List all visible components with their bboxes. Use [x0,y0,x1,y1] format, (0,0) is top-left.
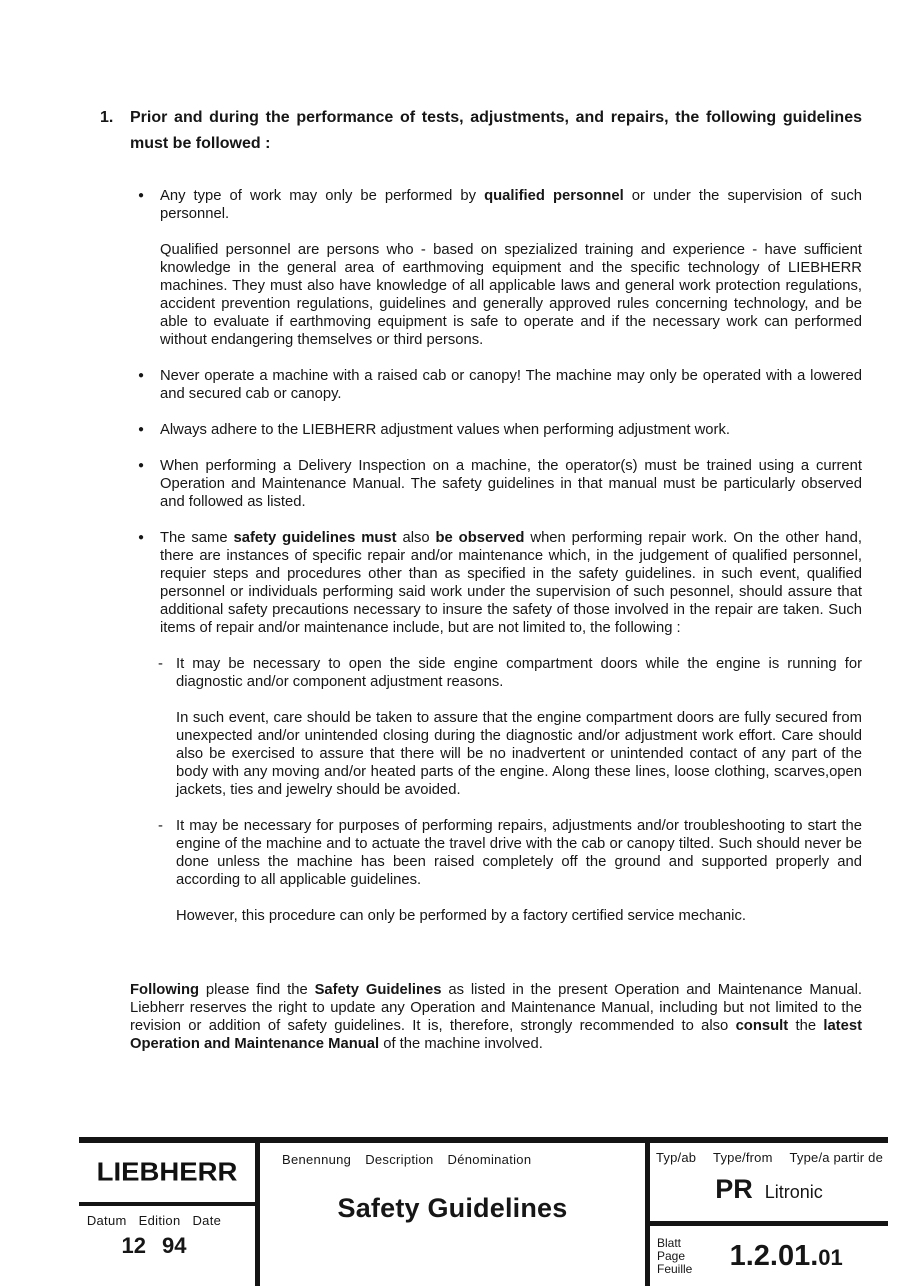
text: Qualified personnel are persons who - based on spezialized training and experience - have sufficient knowledge in the general area of earthmoving equipment and the specific technology of LIEBHERR machines. They must also have knowledge of all applicable laws and general work protection regulations, accident prevention regulations, guidelines and generally approved rules concerning technology, and be able to evaluate if earthmoving equipment is safe to operate and if the necessary work can performed without endangering themselves or third persons. [160,242,862,348]
item-text [176,655,862,691]
text: It may be necessary to open the side engine compartment doors while the engine is running for diagnostic and/or component adjustment reasons. [176,656,862,690]
sheet-number-suffix: 01 [818,1244,843,1270]
item-text [160,187,862,223]
sheet-number-main: 1.2.01. [729,1239,819,1272]
text: or under the supervision of such personnel. [160,188,862,222]
item-text [176,817,862,889]
bullet-item [100,421,862,439]
footer-left-cell [79,1143,255,1286]
machine-series: Litronic [764,1182,823,1202]
machine-type: PR [715,1174,753,1204]
sheet-label [657,1237,692,1276]
bullet-icon: ● [138,424,145,435]
paragraph [160,241,862,349]
sheet-label-word: Feuille [657,1261,693,1276]
section-heading [100,105,862,157]
text: when performing repair work. On the other hand, there are instances of specific repair and/or maintenance which, in the judgement of qualified personnel, requier steps and procedures other than as specified in the safety guidelines. in such event, qualified personnel or individuals performing said work under the supervision of such pesonnel, should assure that additional safety precautions necessary to insure the safety of those involved in the repair are taken. Such items of repair and/or maintenance include, but are not limited to, the following : [160,530,863,636]
dash-item [100,817,862,889]
date-value [122,1233,187,1259]
sheet-number [692,1240,888,1273]
bullet-icon: ● [138,532,145,543]
item-text [160,457,862,511]
bullet-item [100,529,862,637]
footer-right-cell [650,1143,888,1286]
sheet-label-word: Blatt [657,1235,682,1250]
type-label [650,1143,888,1165]
dash-item [100,655,862,691]
date-label-word: Date [192,1213,222,1228]
bullet-icon: ● [138,370,145,381]
bullet-icon: ● [138,190,145,201]
item-text [160,367,862,403]
bold-text: consult [735,1018,789,1034]
text: The same [160,530,234,546]
text: also [396,530,436,546]
text: When performing a Delivery Inspection on a machine, the operator(s) must be trained using a current Operation and Maintenance Manual. The safety guidelines in that manual must be particularly observed and followed as listed. [160,458,862,510]
text: the [788,1018,824,1034]
heading-text [130,105,862,157]
text: as listed in the present Operation and Maintenance Manual. Liebherr reserves the right to update any Operation and Maintenance Manual, including but not limited to the revision or addition of safety guidelines. It is, therefore, strongly recommended to also [130,982,862,1034]
date-label-word: Edition [138,1213,181,1228]
bold-text: be observed [435,530,525,546]
date-label [87,1213,221,1228]
bold-text: Prior and during the performance of tests, adjustments, and repairs, the following guidelines must be followed : [130,109,862,152]
text: Always adhere to the LIEBHERR adjustment values when performing adjustment work. [160,422,730,438]
bullet-item [100,367,862,403]
sheet-label-word: Page [657,1248,686,1263]
paragraph [176,709,862,799]
description-label [260,1143,645,1167]
bullet-item [100,457,862,511]
text: However, this procedure can only be performed by a factory certified service mechanic. [176,908,746,924]
item-text [160,421,862,439]
bold-text: latest Operation and Maintenance Manual [130,1018,862,1052]
text: Any type of work may only be performed by [160,188,485,204]
edition-date-cell [79,1206,255,1286]
bold-text: qualified personnel [484,188,624,204]
bullet-icon: ● [138,460,145,471]
text: of the machine involved. [379,1036,543,1052]
type-label-word: Type/a partir de [789,1150,883,1165]
date-label-word: Datum [86,1213,127,1228]
item-text [160,529,862,637]
dash-icon: - [158,656,163,672]
text: please find the [199,982,315,998]
document-body [100,105,862,1053]
text: It may be necessary for purposes of performing repairs, adjustments and/or troubleshooting to start the engine of the machine and to actuate the travel drive with the cab or canopy tilted. Such should never be done unless the machine has been raised completely off the ground and supported properly and according to all applicable guidelines. [176,818,862,888]
closing-paragraph [130,981,862,1053]
logo-area [79,1143,255,1202]
description-label-word: Description [365,1152,434,1167]
dash-icon: - [158,818,163,834]
bullet-item [100,187,862,223]
text: Never operate a machine with a raised cab or canopy! The machine may only be operated with a lowered and secured cab or canopy. [160,368,862,402]
type-cell [650,1143,888,1221]
description-label-word: Benennung [282,1152,352,1167]
heading-number: 1. [100,109,114,126]
description-label-word: Dénomination [447,1152,532,1167]
date-value-year: 94 [162,1233,187,1258]
document-title: Safety Guidelines [337,1193,568,1223]
liebherr-logo: LIEBHERR [96,1157,238,1187]
type-value [650,1174,888,1205]
bold-text: Following [130,982,200,998]
bold-text: safety guidelines must [233,530,397,546]
type-label-word: Type/from [713,1150,773,1165]
title-block [79,1137,888,1286]
date-value-month: 12 [121,1233,146,1258]
bold-text: Safety Guidelines [314,982,442,998]
footer-middle-cell [260,1143,645,1286]
paragraph [176,907,862,925]
text: In such event, care should be taken to assure that the engine compartment doors are fully secured from unexpected and/or unintended closing during the diagnostic and/or adjustment work effort. Care should also be exercised to assure that there will be no inadvertent or unintended contact of any part of the body with any moving and/or heated parts of the engine. Along these lines, loose clothing, scarves,open jackets, ties and jewelry should be avoided. [176,710,862,798]
type-label-word: Typ/ab [656,1150,697,1165]
sheet-cell [650,1226,888,1286]
